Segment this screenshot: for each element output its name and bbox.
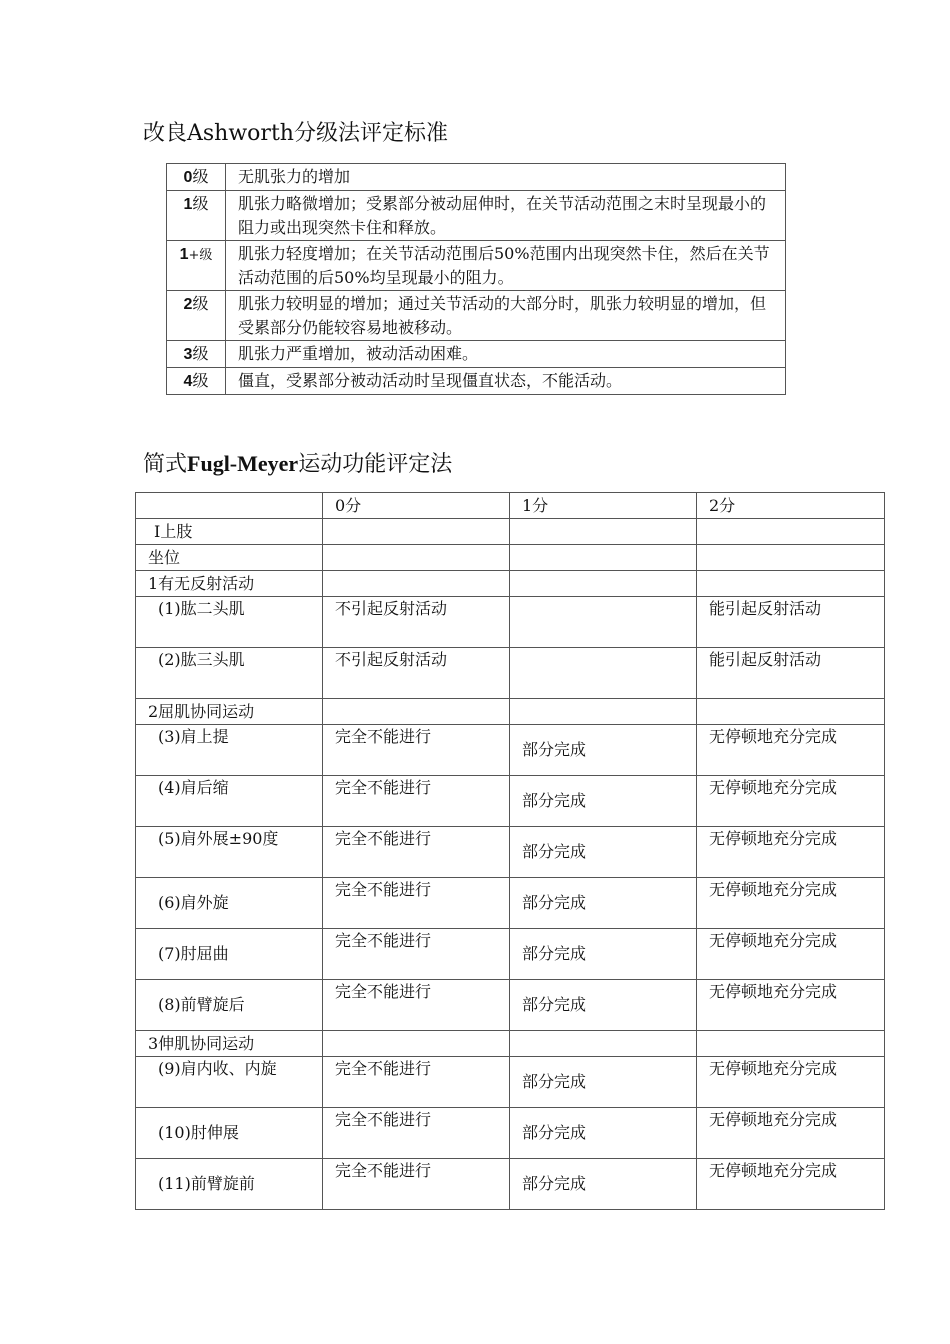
score-0: 完全不能进行: [323, 1108, 510, 1159]
score-1: 部分完成: [510, 725, 697, 776]
table-row: [167, 241, 786, 291]
table-row: [136, 725, 885, 776]
score-1: 部分完成: [510, 776, 697, 827]
header-row: [136, 493, 885, 519]
table-row: [167, 368, 786, 395]
header-cell-1: 1分: [510, 493, 697, 519]
grade-number: 1: [179, 246, 189, 263]
score-2: 无停顿地充分完成: [697, 878, 885, 929]
header-cell-2: 2分: [697, 493, 885, 519]
grade-description: 无肌张力的增加: [226, 164, 786, 191]
section-row: [136, 545, 885, 571]
score-1: 部分完成: [510, 929, 697, 980]
table-row: [136, 929, 885, 980]
grade-cell: [167, 368, 226, 395]
section-row: [136, 1031, 885, 1057]
score-2: 无停顿地充分完成: [697, 1057, 885, 1108]
score-1: 部分完成: [510, 1108, 697, 1159]
score-0: 完全不能进行: [323, 878, 510, 929]
table-row: [136, 597, 885, 648]
score-2: 能引起反射活动: [697, 648, 885, 699]
table-row: [136, 980, 885, 1031]
grade-unit: 级: [192, 194, 209, 213]
grade-description: 肌张力略微增加；受累部分被动屈伸时，在关节活动范围之末时呈现最小的阻力或出现突然卡住和释放。: [226, 191, 786, 241]
grade-unit: +级: [188, 248, 213, 263]
ashworth-table: [166, 163, 786, 395]
section-label: 1有无反射活动: [136, 571, 323, 597]
grade-number: 0: [183, 169, 193, 186]
score-2: 无停顿地充分完成: [697, 1159, 885, 1210]
table-row: [136, 827, 885, 878]
table-row: [136, 776, 885, 827]
score-0: 不引起反射活动: [323, 597, 510, 648]
grade-description: 僵直，受累部分被动活动时呈现僵直状态，不能活动。: [226, 368, 786, 395]
fugl-meyer-table: [135, 492, 885, 1210]
grade-unit: 级: [192, 294, 209, 313]
grade-cell: [167, 291, 226, 341]
item-label: [136, 1057, 323, 1108]
grade-cell: [167, 164, 226, 191]
score-2: 无停顿地充分完成: [697, 725, 885, 776]
table-row: [136, 1057, 885, 1108]
score-1: 部分完成: [510, 980, 697, 1031]
item-label: (2)肱三头肌: [136, 648, 323, 699]
grade-number: 3: [183, 346, 193, 363]
grade-unit: 级: [192, 167, 209, 186]
item-label: (3)肩上提: [136, 725, 323, 776]
title-suffix: 运动功能评定法: [298, 452, 453, 477]
table-row: [136, 648, 885, 699]
item-label: (1)肱二头肌: [136, 597, 323, 648]
score-2: 无停顿地充分完成: [697, 1108, 885, 1159]
grade-description: 肌张力严重增加，被动活动困难。: [226, 341, 786, 368]
section-row: [136, 519, 885, 545]
table-row: [167, 291, 786, 341]
score-1: 部分完成: [510, 1159, 697, 1210]
item-label: [136, 827, 323, 878]
fugl-meyer-title: [143, 450, 452, 479]
grade-cell: [167, 241, 226, 291]
item-text: (9)肩内收、内旋: [158, 1059, 277, 1078]
grade-description: 肌张力较明显的增加；通过关节活动的大部分时，肌张力较明显的增加，但受累部分仍能较容易地被移动。: [226, 291, 786, 341]
item-label: (7)肘屈曲: [136, 929, 323, 980]
score-0: 完全不能进行: [323, 1057, 510, 1108]
score-1: 部分完成: [510, 878, 697, 929]
score-2: 无停顿地充分完成: [697, 929, 885, 980]
grade-cell: [167, 191, 226, 241]
score-0: 完全不能进行: [323, 827, 510, 878]
table-row: [167, 341, 786, 368]
score-2: 能引起反射活动: [697, 597, 885, 648]
score-0: 完全不能进行: [323, 980, 510, 1031]
grade-description: 肌张力轻度增加；在关节活动范围后50%范围内出现突然卡住，然后在关节活动范围的后50%均呈现最小的阻力。: [226, 241, 786, 291]
section-label: I上肢: [136, 519, 323, 545]
item-label: (10)肘伸展: [136, 1108, 323, 1159]
title-prefix: 简式: [143, 452, 188, 477]
ashworth-title: 改良Ashworth分级法评定标准: [143, 121, 448, 146]
score-2: 无停顿地充分完成: [697, 776, 885, 827]
section-label: 坐位: [136, 545, 323, 571]
grade-number: 2: [183, 296, 193, 313]
score-0: 完全不能进行: [323, 929, 510, 980]
item-label: (4)肩后缩: [136, 776, 323, 827]
table-row: [136, 1108, 885, 1159]
table-row: [136, 878, 885, 929]
score-0: 完全不能进行: [323, 776, 510, 827]
score-1: [510, 648, 697, 699]
section-label: 3伸肌协同运动: [136, 1031, 323, 1057]
grade-cell: [167, 341, 226, 368]
table-row: [136, 1159, 885, 1210]
section-label: 2屈肌协同运动: [136, 699, 323, 725]
score-0: 不引起反射活动: [323, 648, 510, 699]
score-1: 部分完成: [510, 1057, 697, 1108]
score-0: 完全不能进行: [323, 1159, 510, 1210]
score-0: 完全不能进行: [323, 725, 510, 776]
score-2: 无停顿地充分完成: [697, 827, 885, 878]
item-label: (8)前臂旋后: [136, 980, 323, 1031]
grade-unit: 级: [192, 344, 209, 363]
score-1: 部分完成: [510, 827, 697, 878]
item-label: (11)前臂旋前: [136, 1159, 323, 1210]
header-cell-0: 0分: [323, 493, 510, 519]
score-2: 无停顿地充分完成: [697, 980, 885, 1031]
item-text: (5)肩外展±90度: [158, 829, 279, 848]
grade-unit: 级: [192, 371, 209, 390]
score-1: [510, 597, 697, 648]
title-bold: Fugl-Meyer: [187, 451, 299, 476]
item-label: (6)肩外旋: [136, 878, 323, 929]
table-row: [167, 191, 786, 241]
grade-number: 1: [183, 196, 193, 213]
section-row: [136, 571, 885, 597]
grade-number: 4: [183, 373, 193, 390]
table-row: [167, 164, 786, 191]
header-cell: [136, 493, 323, 519]
section-row: [136, 699, 885, 725]
